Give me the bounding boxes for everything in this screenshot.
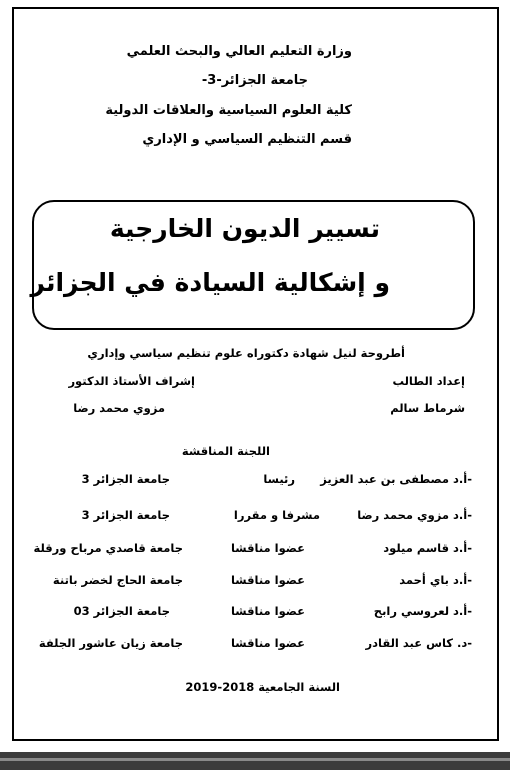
member-institution: جامعة الجزائر 3: [81, 508, 170, 522]
member-role: مشرفا و مقررا: [233, 508, 320, 522]
committee-heading: اللجنة المناقشة: [181, 444, 270, 458]
member-institution: جامعة قاصدي مرباح ورقلة: [33, 541, 183, 555]
ministry-name: وزارة التعليم العالي والبحث العلمي: [126, 44, 352, 59]
member-role: رئيسا: [263, 472, 295, 486]
member-role: عضوا مناقشا: [230, 604, 305, 618]
member-institution: جامعة الجزائر 3: [81, 472, 170, 486]
thesis-note: أطروحة لنيل شهادة دكتوراه علوم تنظيم سياسي وإداري: [87, 346, 405, 360]
thesis-title-line-1: تسيير الديون الخارجية: [109, 214, 380, 243]
member-name: -أ.د باي أحمد: [399, 573, 472, 587]
member-institution: جامعة الحاج لخضر باتنة: [52, 573, 183, 587]
bottom-bar-strip: [0, 758, 510, 761]
member-institution: جامعة الجزائر 03: [73, 604, 170, 618]
academic-year: السنة الجامعية 2018-2019: [185, 680, 340, 694]
member-name: -أ.د لعروسي رابح: [373, 604, 472, 618]
faculty-name: كلية العلوم السياسية والعلاقات الدولية: [105, 103, 352, 118]
department-name: قسم التنظيم السياسي و الإداري: [142, 132, 352, 147]
member-role: عضوا مناقشا: [230, 636, 305, 650]
member-role: عضوا مناقشا: [230, 541, 305, 555]
member-role: عضوا مناقشا: [230, 573, 305, 587]
student-label: إعداد الطالب: [392, 374, 465, 388]
supervisor-label: إشراف الأستاذ الدكتور: [68, 374, 195, 388]
supervisor-name: مزوي محمد رضا: [73, 401, 165, 415]
member-name: -د. كاس عبد القادر: [365, 636, 472, 650]
student-name: شرماط سالم: [390, 401, 465, 415]
member-name: -أ.د مصطفى بن عبد العزيز: [320, 472, 472, 486]
bottom-bar: [0, 752, 510, 770]
member-institution: جامعة زيان عاشور الجلفة: [38, 636, 183, 650]
thesis-title-line-2: و إشكالية السيادة في الجزائر: [30, 268, 390, 297]
member-name: -أ.د قاسم ميلود: [383, 541, 472, 555]
university-name: جامعة الجزائر-3-: [201, 73, 308, 88]
member-name: -أ.د مزوي محمد رضا: [357, 508, 472, 522]
